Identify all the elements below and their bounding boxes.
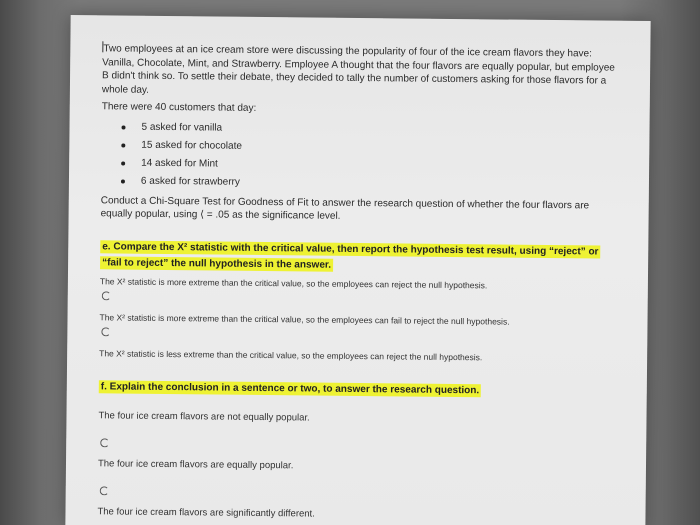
intro-text: wo employees at an ice cream store were discussing the popularity of four of the ice cream flavors they have: Vanilla, Chocolate, Mint, and Strawberry. Employee A thought that the four flavors are equally popular, but employee B didn't think so. To settle their debate, they decided to tally the number of customers asking for those flavors for a whole day. [101, 43, 615, 96]
instruction-text: Conduct a Chi-Square Test for Goodness of Fit to answer the research question of whether the four flavors are equally popular, using ⟨ = .05 as the significance level. [100, 194, 590, 222]
answer-option-f3: The four ice cream flavors are significantly different. [97, 505, 315, 520]
question-e-highlight: e. Compare the X² statistic with the critical value, then report the hypothesis test result, using “reject” or “fail to reject” the null hypothesis in the answer. [100, 240, 601, 271]
bullet-icon [121, 179, 125, 183]
question-e-options [99, 275, 620, 364]
bullet-icon [121, 143, 125, 147]
answer-option-e2: The X² statistic is more extreme than the critical value, so the employees can fail to reject the null hypothesis. [99, 311, 510, 327]
question-f-highlight: f. Explain the conclusion in a sentence or two, to answer the research question. [99, 380, 482, 397]
list-item-text: 15 asked for chocolate [141, 139, 243, 152]
answer-option-e3: The X² statistic is less extreme than the critical value, so the employees can reject the null hypothesis. [99, 347, 483, 362]
intro-first-letter: T [103, 43, 109, 55]
problem-intro [102, 41, 623, 101]
list-item-text: 14 asked for Mint [141, 157, 218, 170]
customers-line: There were 40 customers that day: [101, 101, 257, 114]
document-page [65, 15, 650, 525]
radio-button-f2[interactable] [100, 486, 109, 495]
answer-option-f2: The four ice cream flavors are equally popular. [97, 457, 294, 471]
radio-button-f1[interactable] [100, 438, 109, 447]
list-item-text: 5 asked for vanilla [141, 121, 223, 134]
radio-button-e2[interactable] [101, 327, 110, 336]
question-f-options [97, 409, 618, 523]
radio-button-e1[interactable] [102, 291, 111, 300]
question-e-prompt [100, 239, 620, 276]
document-content [97, 41, 622, 523]
list-item-text: 6 asked for strawberry [140, 175, 240, 188]
bullet-icon [122, 125, 126, 129]
list-item [121, 172, 621, 195]
tally-list [101, 118, 622, 195]
bullet-icon [121, 161, 125, 165]
answer-option-e1: The X² statistic is more extreme than the critical value, so the employees can reject the null hypothesis. [99, 275, 488, 290]
answer-option-f1: The four ice cream flavors are not equally popular. [98, 409, 310, 424]
question-f-prompt [99, 379, 619, 400]
